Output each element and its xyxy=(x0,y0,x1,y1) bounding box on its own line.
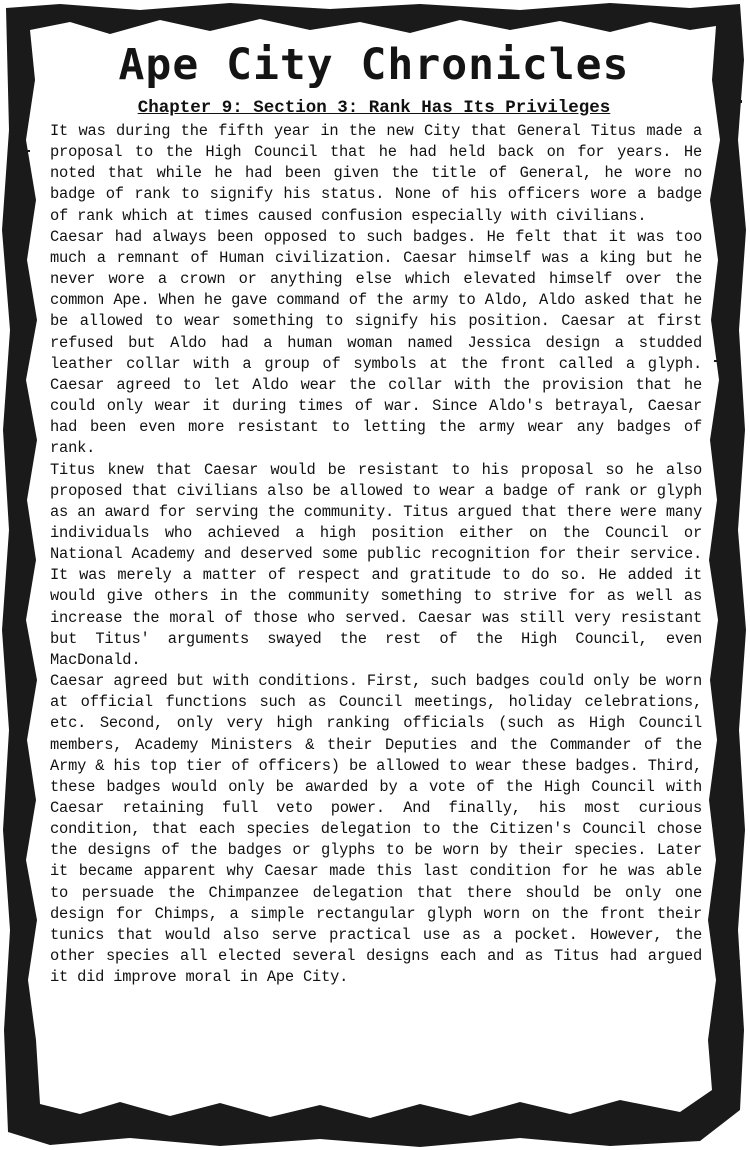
paragraph: Titus knew that Caesar would be resistant to his proposal so he also proposed that civilians also be allowed to wear a badge of rank or glyph as an award for serving the community. Titus argued that there were many individuals who achieved a high position either on the Council or National Academy and deserved some public recognition for their service. It was merely a matter of respect and gratitude to do so. He added it would give others in the community something to strive for as well as increase the moral of those who served. Caesar was still very resistant but Titus' arguments swayed the rest of the High Council, even MacDonald. xyxy=(50,460,702,669)
paragraph: Caesar had always been opposed to such badges. He felt that it was too much a remnant of Human civilization. Caesar himself was a king but he never wore a crown or anything else which elevated himself over the common Ape. When he gave command of the army to Aldo, Aldo asked that he be allowed to wear something to signify his position. Caesar at first refused but Aldo had a human woman named Jessica design a studded leather collar with a group of symbols at the front called a glyph. Caesar agreed to let Aldo wear the collar with the provision that he could only wear it during times of war. Since Aldo's betrayal, Caesar had been even more resistant to letting the army wear any badges of rank. xyxy=(50,227,702,458)
page-title: Ape City Chronicles xyxy=(118,40,630,90)
paragraph: It was during the fifth year in the new City that General Titus made a proposal to the High Council that he had held back on for years. He noted that while he had been given the title of General, he wore no badge of rank to signify his status. None of his officers wore a badge of rank which at times caused confusion especially with civilians. xyxy=(50,122,702,225)
chapter-heading: Chapter 9: Section 3: Rank Has Its Privileges xyxy=(137,98,611,118)
chronicle-page xyxy=(44,34,704,1106)
chapter-body xyxy=(44,121,704,988)
paragraph: Caesar agreed but with conditions. First, such badges could only be worn at official functions such as Council meetings, holiday celebrations, etc. Second, only very high ranking officials (such as High Council members, Academy Ministers & their Deputies and the Commander of the Army & his top tier of officers) be allowed to wear these badges. Third, these badges would only be awarded by a vote of the High Council with Caesar retaining full veto power. And finally, his most curious condition, that each species delegation to the Citizen's Council chose the designs of the badges or glyphs to be worn by their species. Later it became apparent why Caesar made this last condition for he was able to persuade the Chimpanzee delegation that there should be only one design for Chimps, a simple rectangular glyph worn on the front their tunics that would also serve practical use as a pocket. However, the other species all elected several designs each and as Titus had argued it did improve moral in Ape City. xyxy=(50,672,702,987)
